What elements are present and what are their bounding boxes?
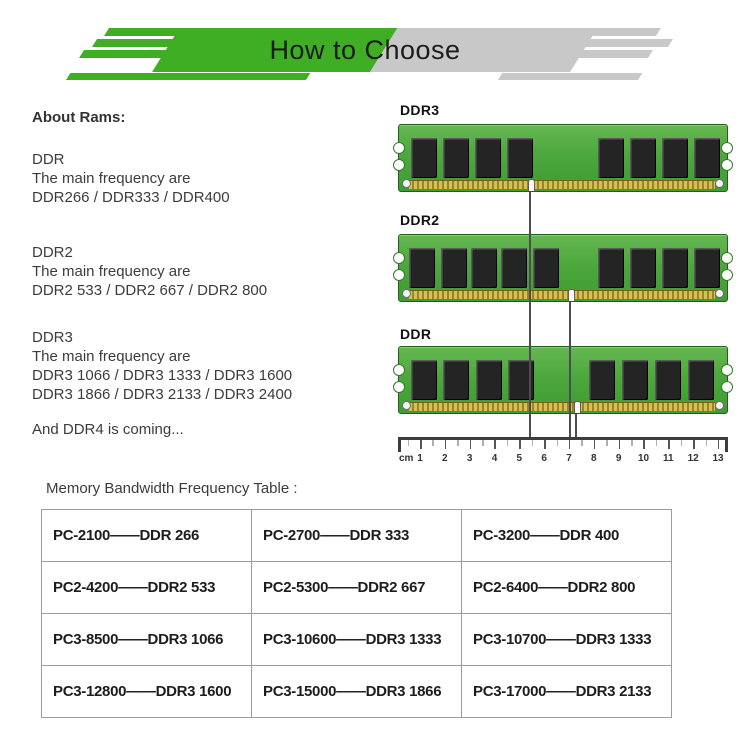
ddr3-notch-line [529,192,531,437]
ruler-number: 4 [491,453,498,464]
table-cell: PC2-4200——DDR2 533 [42,562,252,614]
memory-chip [476,360,502,400]
ddr2-info [32,243,267,300]
ruler-number: 5 [516,453,523,464]
memory-chip [533,248,559,288]
ddr2-intro: The main frequency are [32,263,191,280]
table-row [42,562,672,614]
table-row [42,510,672,562]
ruler-number: 7 [566,453,572,464]
memory-chip [443,360,469,400]
screw-hole [715,289,724,298]
ddr-name: DDR [32,151,65,168]
module-label-ddr2: DDR2 [400,212,440,228]
screw-hole [402,401,411,410]
banner-stripe [580,39,673,47]
table-cell: PC3-10600——DDR3 1333 [252,614,462,666]
gold-pins [409,290,715,299]
screw-hole [402,289,411,298]
ruler-number: 2 [442,453,448,464]
module-label-ddr3: DDR3 [400,102,440,118]
memory-chip [694,248,720,288]
ddr3-freqs-2: DDR3 1866 / DDR3 2133 / DDR3 2400 [32,386,293,403]
edge-notch [721,142,733,154]
page-title: How to Choose [269,35,461,65]
edge-notch [721,159,733,171]
table-cell: PC-3200——DDR 400 [462,510,672,562]
ruler-endcap [398,437,401,452]
ruler-number: 6 [541,453,547,464]
ruler-number: 11 [663,453,674,464]
ddr3-name: DDR3 [32,329,73,346]
memory-chip [662,138,688,178]
memory-chip [409,248,435,288]
edge-notch [721,364,733,376]
ruler-number: 3 [466,453,473,464]
table-cell: PC2-6400——DDR2 800 [462,562,672,614]
memory-chip [655,360,681,400]
banner-stripe [592,28,661,36]
key-notch [568,289,575,301]
memory-chip [662,248,688,288]
ruler-endcap [725,437,728,452]
memory-chip [630,138,656,178]
ruler-number: 8 [591,453,597,464]
key-notch [574,401,581,413]
ddr4-footnote: And DDR4 is coming... [32,421,184,438]
table-cell: PC-2700——DDR 333 [252,510,462,562]
memory-chip [443,138,469,178]
ruler-number: 10 [637,453,650,464]
edge-notch [721,381,733,393]
memory-chip [411,138,437,178]
gold-pins [409,402,715,411]
edge-notch [393,364,405,376]
ram-diagram [398,100,730,490]
edge-notch [393,159,405,171]
ddr-notch-line [575,414,577,437]
edge-notch [393,252,405,264]
table-cell: PC3-17000——DDR3 2133 [462,666,672,718]
cm-ruler [398,437,728,473]
key-notch [528,179,535,191]
ddr-intro: The main frequency are [32,170,191,187]
edge-notch [721,269,733,281]
ddr3-freqs-1: DDR3 1066 / DDR3 1333 / DDR3 1600 [32,367,293,384]
screw-hole [715,179,724,188]
table-cell: PC2-5300——DDR2 667 [252,562,462,614]
gold-pins [409,180,715,189]
memory-chip [471,248,497,288]
ram-board-ddr2 [398,234,728,302]
edge-notch [393,142,405,154]
ddr2-name: DDR2 [32,244,73,261]
table-row [42,666,672,718]
frequency-table [41,509,672,718]
banner-stripe [498,73,642,80]
ddr-freqs: DDR266 / DDR333 / DDR400 [32,189,230,206]
memory-chip [507,138,533,178]
ddr-info [32,150,230,207]
ruler-number: 9 [615,453,622,464]
ruler-number: 12 [687,453,699,464]
table-cell: PC-2100——DDR 266 [42,510,252,562]
table-row [42,614,672,666]
ddr2-notch-line [569,302,571,437]
memory-chip [694,138,720,178]
memory-chip [501,248,527,288]
memory-chip [475,138,501,178]
memory-chip [598,138,624,178]
edge-notch [721,252,733,264]
memory-chip [411,360,437,400]
screw-hole [402,179,411,188]
banner-stripe [66,73,310,80]
ram-board-ddr [398,346,728,414]
memory-chip [688,360,714,400]
table-cell: PC3-15000——DDR3 1866 [252,666,462,718]
screw-hole [715,401,724,410]
memory-chip [598,248,624,288]
ddr2-freqs: DDR2 533 / DDR2 667 / DDR2 800 [32,282,268,299]
table-cell: PC3-10700——DDR3 1333 [462,614,672,666]
ram-board-ddr3 [398,124,728,192]
table-cell: PC3-8500——DDR3 1066 [42,614,252,666]
edge-notch [393,381,405,393]
memory-chip [441,248,467,288]
memory-chip [622,360,648,400]
edge-notch [393,269,405,281]
ddr3-intro: The main frequency are [32,348,191,365]
ddr3-info [32,328,292,404]
ruler-bar [398,437,728,440]
banner-stripe [568,50,653,58]
memory-chip [589,360,615,400]
about-heading: About Rams: [32,109,126,126]
module-label-ddr: DDR [400,326,432,342]
ruler-number: 1 [417,453,423,464]
table-title: Memory Bandwidth Frequency Table : [46,480,298,497]
ruler-number: 13 [712,453,724,464]
ruler-unit-label: cm [399,453,414,464]
table-cell: PC3-12800——DDR3 1600 [42,666,252,718]
memory-chip [630,248,656,288]
